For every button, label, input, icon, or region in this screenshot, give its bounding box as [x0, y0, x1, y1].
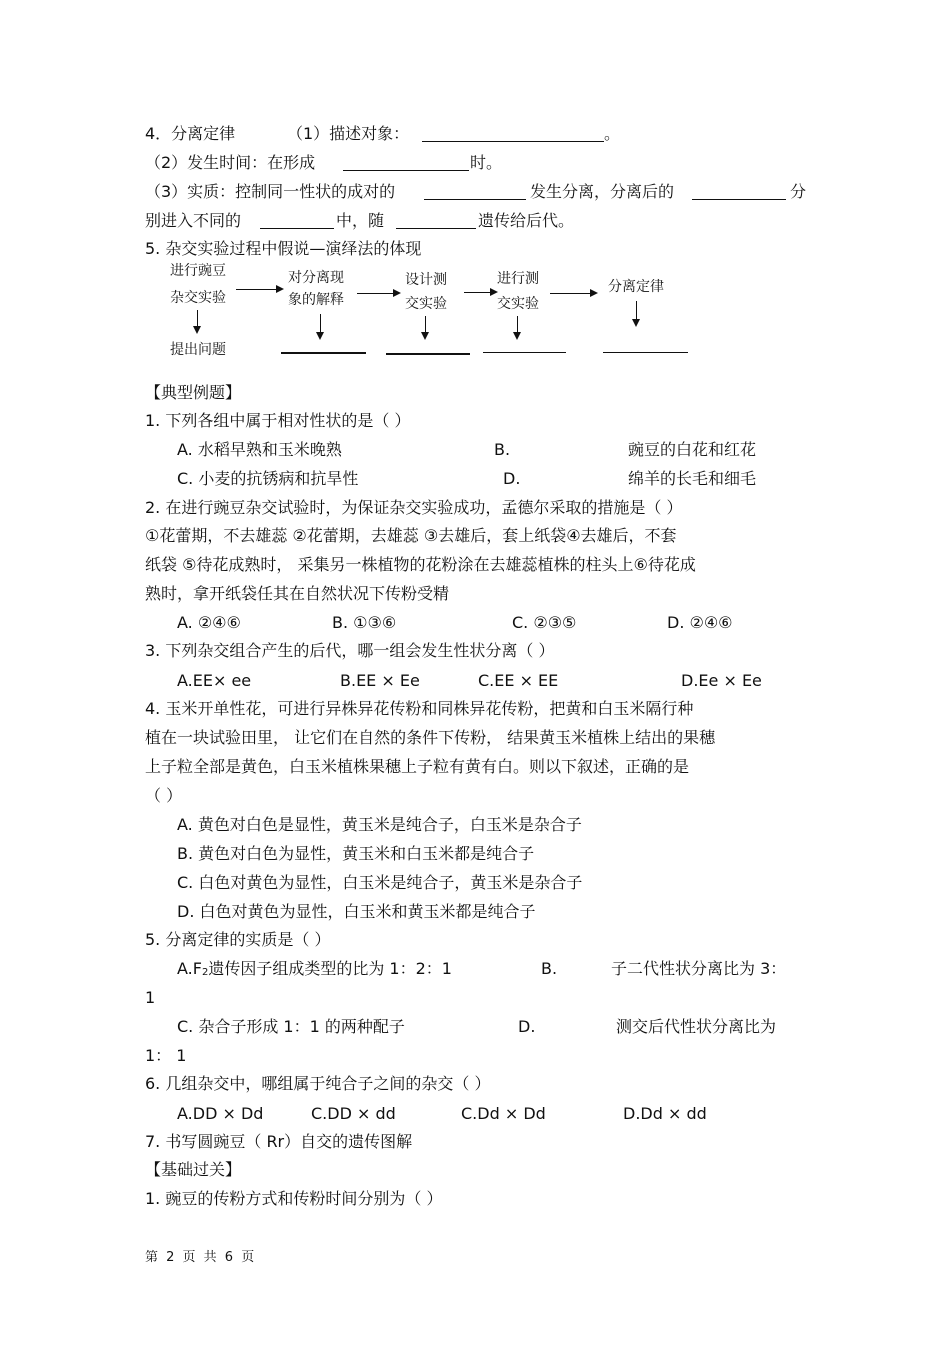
blank-describe-object[interactable] [422, 141, 604, 142]
page-footer: 第 2 页 共 6 页 [145, 1250, 257, 1265]
sec4-q3-part-c: 分 [790, 182, 807, 201]
sec4-q2-label: （2）发生时间：在形成 [145, 153, 316, 172]
flow-arrow-down-2 [320, 314, 321, 338]
ex-q3-option-a[interactable]: A.EE× ee [177, 671, 252, 690]
ex-q5-option-b-text: 子二代性状分离比为 3： [611, 959, 787, 978]
flow-box3-line2: 交实验 [405, 296, 447, 312]
sec4-q2-end: 时。 [470, 153, 503, 172]
sec4-q3-part-d: 别进入不同的 [145, 211, 242, 230]
ex-q2-option-a[interactable]: A. ②④⑥ [177, 613, 241, 632]
sec5-title: 5. 杂交实验过程中假说—演绎法的体现 [145, 239, 422, 258]
ex-q4-option-b[interactable]: B. 黄色对白色为显性，黄玉米和白玉米都是纯合子 [177, 844, 535, 863]
ex-q1-stem: 1. 下列各组中属于相对性状的是（ ） [145, 411, 411, 430]
ex-q2-line1: 2. 在进行豌豆杂交试验时，为保证杂交实验成功，孟德尔采取的措施是（ ） [145, 498, 683, 517]
flow-result1: 提出问题 [170, 342, 226, 358]
ex-q1-option-c[interactable]: C. 小麦的抗锈病和抗旱性 [177, 469, 359, 488]
sec4-q1-label: （1）描述对象： [287, 124, 410, 143]
flow-arrow-down-1 [197, 310, 198, 332]
ex-q4-option-c[interactable]: C. 白色对黄色为显性，白玉米是纯合子，黄玉米是杂合子 [177, 873, 583, 892]
sec4-q3-part-e: 中，随 [336, 211, 385, 230]
ex-q3-option-d[interactable]: D.Ee × Ee [681, 671, 762, 690]
ex-q5-option-a[interactable] [177, 959, 452, 983]
ex-q6-stem: 6. 几组杂交中，哪组属于纯合子之间的杂交（ ） [145, 1074, 491, 1093]
sec4-title: 4．分离定律 [145, 124, 236, 143]
flow-blank-4[interactable] [483, 352, 566, 353]
ex-q1-option-a[interactable]: A. 水稻早熟和玉米晚熟 [177, 440, 342, 459]
flow-box2-line2: 象的解释 [288, 292, 344, 308]
sec4-q3-part-a: （3）实质：控制同一性状的成对的 [145, 182, 396, 201]
ex-q3-stem: 3. 下列杂交组合产生的后代，哪一组会发生性状分离（ ） [145, 641, 555, 660]
blank-separated-factors[interactable] [692, 199, 786, 200]
flow-box4-line2: 交实验 [497, 296, 539, 312]
ex-q5-option-a-pre: A.F [177, 959, 202, 978]
blank-paired-factors[interactable] [424, 199, 526, 200]
ex-q4-line4: （ ） [145, 786, 183, 805]
flow-box3-line1: 设计测 [405, 272, 447, 288]
ex-q2-option-d[interactable]: D. ②④⑥ [667, 613, 733, 632]
ex-q5-option-d-text: 测交后代性状分离比为 [616, 1017, 777, 1036]
flow-arrow-down-5 [636, 301, 637, 325]
ex-q4-option-a[interactable]: A. 黄色对白色是显性，黄玉米是纯合子，白玉米是杂合子 [177, 815, 582, 834]
ex-q6-option-d[interactable]: D.Dd × dd [623, 1104, 707, 1123]
ex-q5-option-b-label[interactable]: B. [541, 959, 558, 978]
ex-q2-option-c[interactable]: C. ②③⑤ [512, 613, 577, 632]
ex-q5-option-a-sub: 2 [201, 967, 209, 978]
ex-q2-line2: ①花蕾期，不去雄蕊 ②花蕾期，去雄蕊 ③去雄后，套上纸袋④去雄后，不套 [145, 526, 677, 545]
ex-q5-stem: 5. 分离定律的实质是（ ） [145, 930, 331, 949]
flow-box2-line1: 对分离现 [288, 270, 344, 286]
basics-heading: 【基础过关】 [145, 1160, 242, 1179]
ex-q2-option-b[interactable]: B. ①③⑥ [332, 613, 397, 632]
sec4-q3-part-f: 遗传给后代。 [478, 211, 575, 230]
ex-q6-option-c[interactable]: C.Dd × Dd [461, 1104, 546, 1123]
flow-blank-3[interactable] [386, 353, 470, 355]
ex-q1-option-b-text: 豌豆的白花和红花 [628, 440, 757, 459]
blank-different-cells[interactable] [260, 228, 334, 229]
ex-q5-option-c[interactable]: C. 杂合子形成 1：1 的两种配子 [177, 1017, 405, 1036]
sec4-q3-part-b: 发生分离，分离后的 [530, 182, 675, 201]
ex-q5-option-a-post: 遗传因子组成类型的比为 1：2：1 [208, 959, 452, 978]
ex-q2-line4: 熟时，拿开纸袋任其在自然状况下传粉受精 [145, 584, 450, 603]
flow-arrow-down-3 [425, 316, 426, 338]
ex-q5-option-d-wrap: 1： 1 [145, 1046, 187, 1065]
ex-q1-option-d-text: 绵羊的长毛和细毛 [628, 469, 757, 488]
ex-q7: 7. 书写圆豌豆（ Rr）自交的遗传图解 [145, 1132, 413, 1151]
ex-q6-option-a[interactable]: A.DD × Dd [177, 1104, 264, 1123]
ex-q1-option-b-label[interactable]: B. [494, 440, 511, 459]
ex-q4-line3: 上子粒全部是黄色，白玉米植株果穗上子粒有黄有白。则以下叙述，正确的是 [145, 757, 690, 776]
flow-box1-line2: 杂交实验 [170, 290, 226, 306]
examples-heading: 【典型例题】 [145, 383, 242, 402]
ex-q4-option-d[interactable]: D. 白色对黄色为显性，白玉米和黄玉米都是纯合子 [177, 902, 536, 921]
flow-blank-5[interactable] [603, 352, 688, 353]
blank-occurrence-time[interactable] [343, 170, 469, 171]
ex-q2-line3: 纸袋 ⑤待花成熟时， 采集另一株植物的花粉涂在去雄蕊植株的柱头上⑥待花成 [145, 555, 696, 574]
ex-q3-option-b[interactable]: B.EE × Ee [340, 671, 420, 690]
sec4-q1-end: 。 [604, 124, 621, 143]
ex-q4-line1: 4. 玉米开单性花，可进行异株异花传粉和同株异花传粉，把黄和白玉米隔行种 [145, 699, 694, 718]
flow-box5: 分离定律 [608, 279, 664, 295]
ex-q3-option-c[interactable]: C.EE × EE [478, 671, 559, 690]
flow-box1-line1: 进行豌豆 [170, 263, 226, 279]
flow-box4-line1: 进行测 [497, 271, 539, 287]
blank-carrier[interactable] [396, 228, 476, 229]
basics-q1: 1. 豌豆的传粉方式和传粉时间分别为（ ） [145, 1189, 443, 1208]
ex-q6-option-b[interactable]: C.DD × dd [311, 1104, 396, 1123]
flow-arrow-down-4 [517, 316, 518, 338]
ex-q5-option-b-wrap: 1 [145, 988, 156, 1007]
ex-q4-line2: 植在一块试验田里， 让它们在自然的条件下传粉， 结果黄玉米植株上结出的果穗 [145, 728, 716, 747]
ex-q1-option-d-label[interactable]: D. [503, 469, 521, 488]
ex-q5-option-d-label[interactable]: D. [518, 1017, 536, 1036]
flow-blank-2[interactable] [281, 352, 366, 354]
